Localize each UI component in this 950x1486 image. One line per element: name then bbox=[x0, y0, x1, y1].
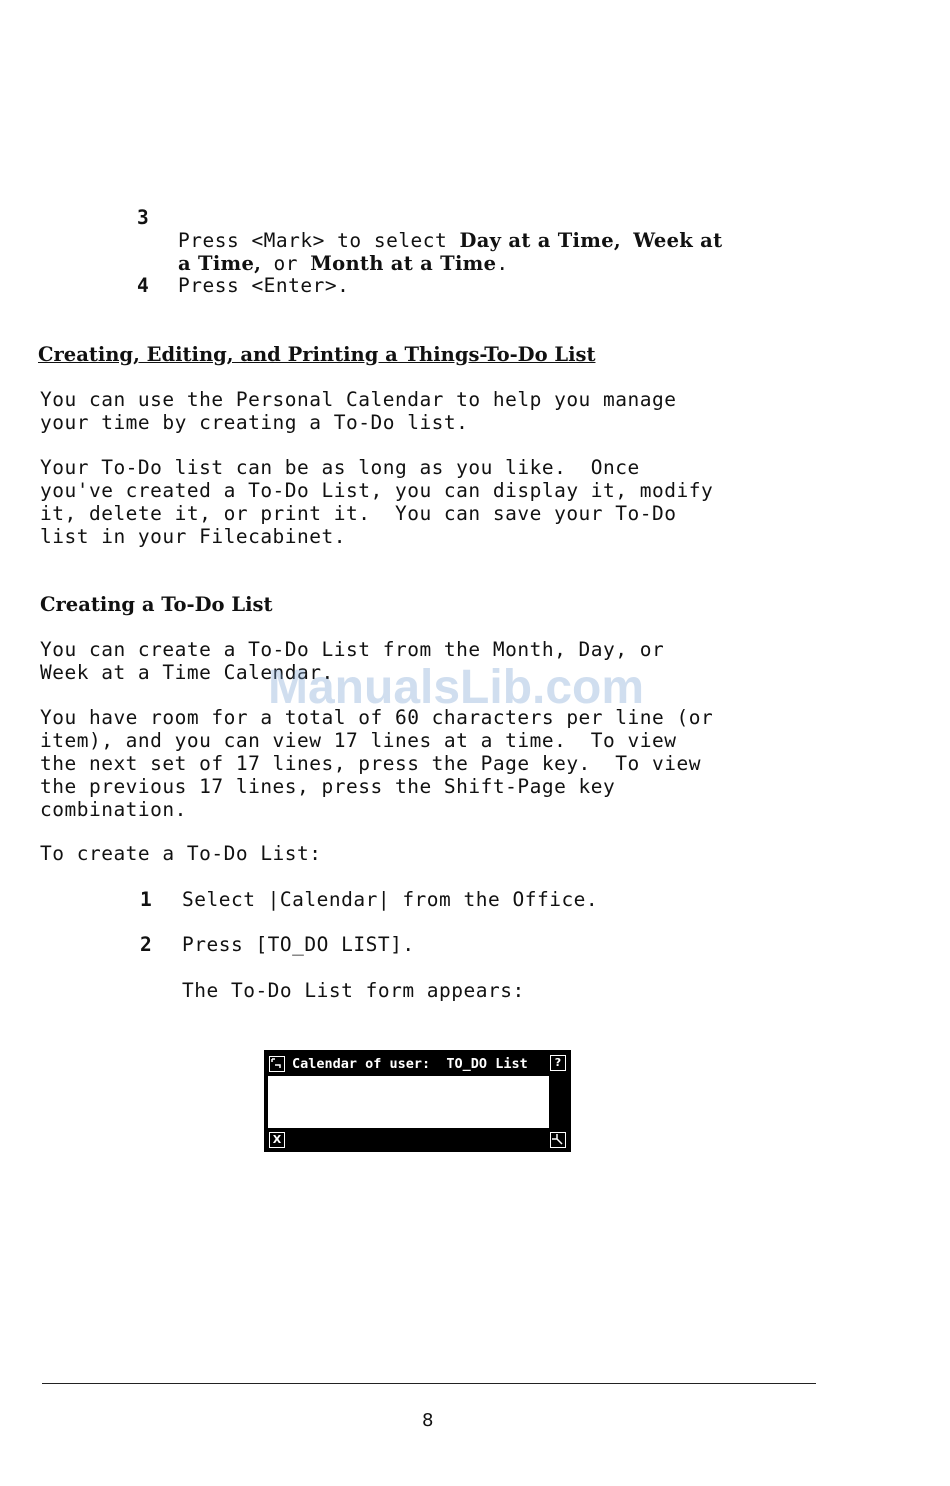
step-number-1: 1 bbox=[140, 888, 153, 911]
section-heading-things-to-do: Creating, Editing, and Printing a Things-To-Do List bbox=[38, 343, 596, 366]
step-1-text: Select |Calendar| from the Office. bbox=[182, 888, 599, 911]
step-3-option-week-cont: a Time, bbox=[178, 252, 262, 275]
section1-paragraph-2: Your To-Do list can be as long as you like. Once you've created a To-Do List, you can display it, modify it, delete it, or print it. You can save your To-Do list in your Filecabinet. bbox=[40, 456, 714, 548]
form-title-bar bbox=[266, 1052, 569, 1076]
todo-list-form bbox=[264, 1050, 571, 1152]
section2-paragraph-2: You have room for a total of 60 characters per line (or item), and you can view 17 lines at a time. To view the next set of 17 lines, press the Page key. To view the previous 17 lines, press the Shift-Page key combination. bbox=[40, 706, 714, 821]
form-footer-bar bbox=[266, 1130, 569, 1150]
section2-intro: To create a To-Do List: bbox=[40, 842, 322, 865]
step-4-text: Press <Enter>. bbox=[178, 274, 350, 297]
resize-icon bbox=[550, 1132, 566, 1148]
step-number-2: 2 bbox=[140, 933, 153, 956]
step-3-prefix: Press <Mark> to select bbox=[178, 229, 460, 252]
close-icon: X bbox=[269, 1132, 285, 1148]
step-3-text bbox=[178, 206, 722, 275]
page-number: 8 bbox=[422, 1410, 434, 1431]
watermark: ManualsLib.com bbox=[268, 661, 645, 714]
step-3-option-month: Month at a Time bbox=[310, 252, 497, 275]
step-number-3: 3 bbox=[137, 206, 150, 229]
window-menu-icon bbox=[269, 1056, 285, 1072]
form-list-area bbox=[268, 1076, 549, 1128]
step-number-4: 4 bbox=[137, 274, 150, 297]
footer-rule bbox=[42, 1383, 816, 1384]
help-icon: ? bbox=[550, 1055, 566, 1071]
section1-paragraph-1: You can use the Personal Calendar to help you manage your time by creating a To-Do list. bbox=[40, 388, 677, 434]
step-3-period: . bbox=[496, 252, 509, 275]
form-title: Calendar of user: TO_DO List bbox=[292, 1056, 528, 1072]
form-appears-text: The To-Do List form appears: bbox=[182, 979, 525, 1002]
section2-paragraph-1: You can create a To-Do List from the Month, Day, or Week at a Time Calendar. bbox=[40, 638, 665, 684]
section-heading-creating-todo: Creating a To-Do List bbox=[40, 593, 273, 616]
step-3-or: or bbox=[261, 252, 311, 275]
step-3-option-week: Week at bbox=[633, 229, 723, 252]
step-3-option-day: Day at a Time, bbox=[459, 229, 621, 252]
step-2-text: Press [TO_DO LIST]. bbox=[182, 933, 415, 956]
